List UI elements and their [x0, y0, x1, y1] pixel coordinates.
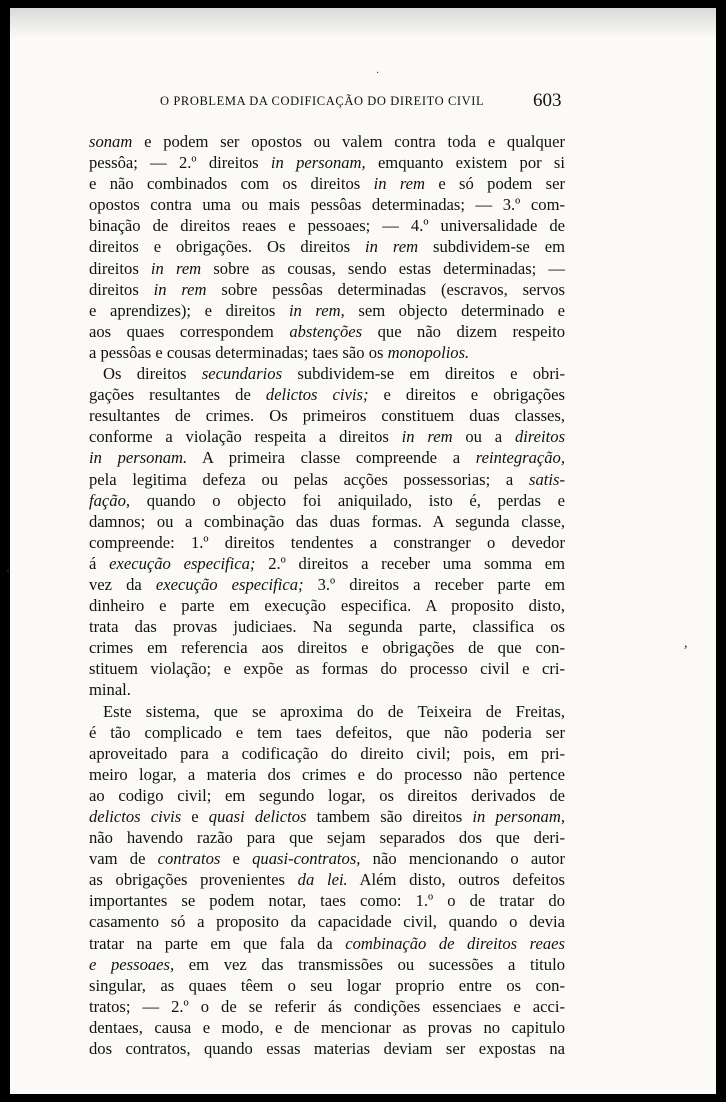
text-line: á execução especifica; 2.º direitos a receber uma somma em [89, 553, 566, 573]
text-line: compreende: 1.º direitos tendentes a constranger o devedor [89, 532, 565, 552]
text-line: meiro logar, a materia dos crimes e do processo não pertence [89, 764, 565, 784]
text-line: gações resultantes de delictos civis; e direitos e obrigações [89, 385, 566, 405]
text-line: e pessoaes, em vez das transmissões ou sucessões a titulo [89, 954, 566, 974]
text-line: dentaes, causa e modo, e de mencionar as provas no capitulo [89, 1017, 565, 1037]
text-line: ao codigo civil; em segundo logar, os direitos derivados de [89, 785, 565, 805]
running-header: O PROBLEMA DA CODIFICAÇÃO DO DIREITO CIVIL [160, 94, 485, 108]
text-line: Os direitos secundarios subdividem-se em direitos e obri- [103, 364, 565, 384]
text-line: e aprendizes); e direitos in rem, sem objecto determinado e [89, 300, 565, 320]
text-line: é tão complicado e tem taes defeitos, que não poderia ser [89, 722, 565, 742]
text-line: minal. [89, 680, 131, 700]
text-line: trata das provas judiciaes. Na segunda parte, classifica os [89, 617, 565, 637]
text-line: pessôa; — 2.º direitos in personam, emquanto existem por si [89, 153, 565, 173]
text-line: resultantes de crimes. Os primeiros constituem duas classes, [89, 406, 565, 426]
text-line: importantes se podem notar, taes como: 1.º o de tratar do [89, 891, 565, 911]
text-line: casamento só a proposito da capacidade civil, quando o devia [89, 912, 565, 932]
margin-mark: ‹ [6, 563, 11, 578]
text-line: e não combinados com os direitos in rem e só podem ser [89, 174, 565, 194]
text-line: damnos; ou a combinação das duas formas. A segunda classe, [89, 511, 565, 531]
margin-mark: , [684, 636, 688, 651]
text-line: binação de direitos reaes e pessoaes; — 4.º universalidade de [89, 216, 565, 236]
text-line: direitos in rem sobre as cousas, sendo estas determinadas; — [89, 258, 565, 278]
text-line: dos contratos, quando essas materias deviam ser expostas na [89, 1039, 565, 1059]
text-line: não havendo razão para que sejam separados dos que deri- [89, 828, 565, 848]
text-line: fação, quando o objecto foi aniquilado, isto é, perdas e [89, 490, 565, 510]
body-text [89, 131, 565, 1059]
margin-mark: · [376, 68, 380, 79]
text-line: stituem violação; e expõe as formas do processo civil e cri- [89, 659, 565, 679]
text-line: dinheiro e parte em execução especifica. A proposito disto, [89, 596, 565, 616]
text-line: Este sistema, que se aproxima do de Teixeira de Freitas, [103, 701, 565, 721]
text-line: as obrigações provenientes da lei. Além disto, outros defeitos [89, 870, 565, 890]
text-line: singular, as quaes têem o seu logar proprio entre os con- [89, 975, 565, 995]
text-line: aproveitado para a codificação do direito civil; pois, em pri- [89, 743, 565, 763]
book-page [6, 8, 716, 1094]
text-line: direitos in rem sobre pessôas determinadas (escravos, servos [89, 279, 565, 299]
text-line: tratar na parte em que fala da combinação de direitos reaes [89, 933, 565, 953]
text-line: pela legitima defeza ou pelas acções possessorias; a satis- [89, 469, 565, 489]
text-line: vez da execução especifica; 3.º direitos a receber parte em [89, 574, 565, 594]
text-line: vam de contratos e quasi-contratos, não mencionando o autor [89, 849, 566, 869]
text-line: a pessôas e cousas determinadas; taes são os monopolios. [89, 342, 470, 362]
text-line: sonam e podem ser opostos ou valem contra toda e qualquer [89, 132, 565, 151]
text-line: in personam. A primeira classe compreende a reintegração, [89, 448, 565, 468]
text-line: delictos civis e quasi delictos tambem são direitos in personam, [89, 807, 565, 826]
text-line: opostos contra uma ou mais pessôas determinadas; — 3.º com- [89, 195, 565, 215]
text-line: crimes em referencia aos direitos e obrigações de que con- [89, 638, 565, 658]
text-line: tratos; — 2.º o de se referir ás condições essenciaes e acci- [89, 996, 565, 1016]
page-number: 603 [533, 90, 562, 111]
text-line: direitos e obrigações. Os direitos in rem subdividem-se em [89, 237, 565, 257]
text-line: conforme a violação respeita a direitos in rem ou a direitos [89, 427, 566, 447]
text-line: aos quaes correspondem abstenções que não dizem respeito [89, 321, 565, 341]
